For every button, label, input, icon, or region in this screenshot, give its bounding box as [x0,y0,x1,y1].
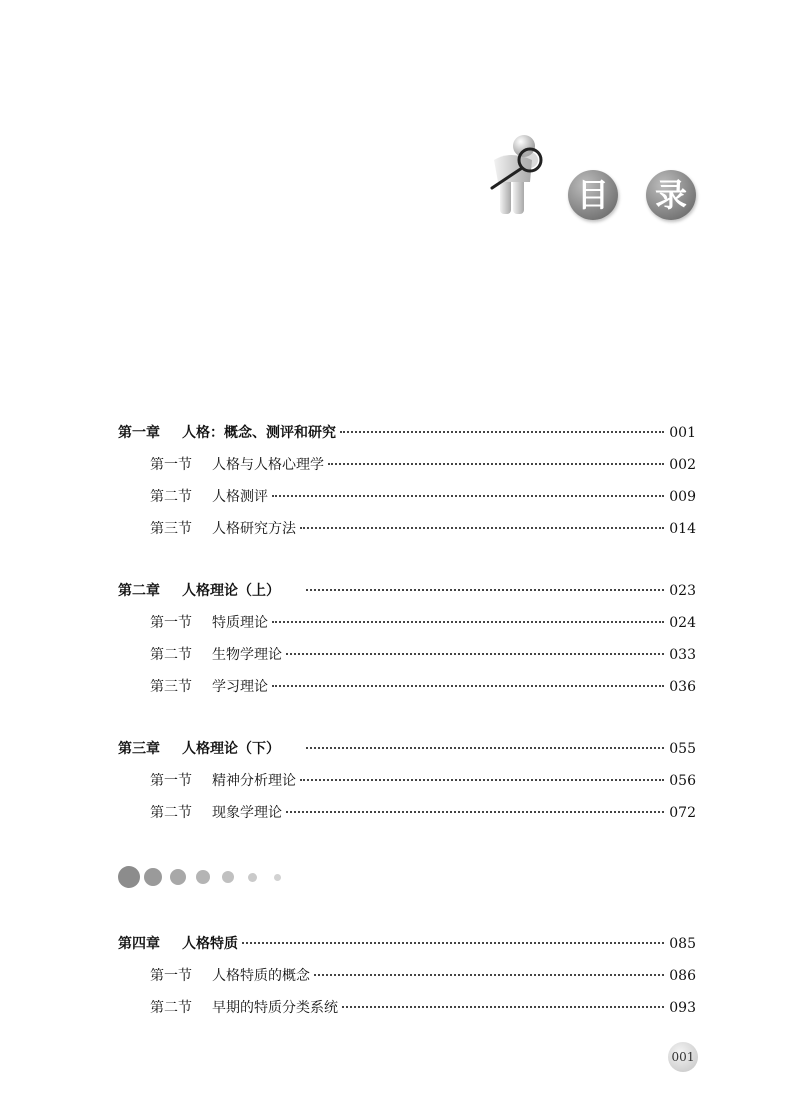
leader-dots [314,974,664,976]
title-char-1: 目 [568,170,618,220]
toc-section[interactable] [118,770,696,794]
toc-chapter[interactable] [118,933,696,957]
section-title: 人格特质的概念 [212,968,310,984]
section-number: 第二节 [150,805,192,821]
chapter-title: 人格理论（下） [182,741,280,757]
toc-section[interactable] [118,518,696,542]
page-number: 023 [669,583,696,599]
section-number: 第三节 [150,521,192,537]
section-number: 第一节 [150,615,192,631]
person-with-magnifier-icon [480,130,550,220]
leader-dots [306,747,664,749]
leader-dots [286,811,664,813]
leader-dots [300,779,664,781]
page-number: 014 [669,521,696,537]
leader-dots [272,621,664,623]
section-title: 现象学理论 [212,805,282,821]
toc-header [480,130,720,230]
section-title: 早期的特质分类系统 [212,1000,338,1016]
section-title: 生物学理论 [212,647,282,663]
toc-chapter[interactable] [118,580,696,604]
leader-dots [272,495,664,497]
divider-dot [248,873,257,882]
divider-dot [274,874,281,881]
title-char-2: 录 [646,170,696,220]
toc-section[interactable] [118,676,696,700]
section-title: 特质理论 [212,615,268,631]
divider-dot [170,869,186,885]
chapter-number: 第二章 [118,583,160,599]
section-number: 第一节 [150,457,192,473]
section-title: 人格研究方法 [212,521,296,537]
leader-dots [300,527,664,529]
chapter-number: 第四章 [118,936,160,952]
page-number: 093 [669,1000,696,1016]
leader-dots [342,1006,664,1008]
section-number: 第二节 [150,489,192,505]
page-number: 009 [669,489,696,505]
page-number: 056 [669,773,696,789]
toc-section[interactable] [118,965,696,989]
section-title: 人格测评 [212,489,268,505]
chapter-number: 第三章 [118,741,160,757]
toc-section[interactable] [118,612,696,636]
toc-section[interactable] [118,802,696,826]
toc-section[interactable] [118,644,696,668]
leader-dots [306,589,664,591]
leader-dots [242,942,664,944]
chapter-title: 人格：概念、测评和研究 [182,425,336,441]
page-number: 033 [669,647,696,663]
toc-section[interactable] [118,486,696,510]
leader-dots [272,685,664,687]
page-number: 072 [669,805,696,821]
section-number: 第三节 [150,679,192,695]
toc-chapter[interactable] [118,738,696,762]
toc-section[interactable] [118,454,696,478]
page-number: 002 [669,457,696,473]
page-number: 085 [669,936,696,952]
page-number: 036 [669,679,696,695]
toc-section[interactable] [118,997,696,1021]
chapter-title: 人格理论（上） [182,583,280,599]
divider-dot [196,870,210,884]
leader-dots [286,653,664,655]
section-title: 人格与人格心理学 [212,457,324,473]
page-number: 086 [669,968,696,984]
leader-dots [328,463,664,465]
divider-dot [118,866,140,888]
page-number: 001 [669,425,696,441]
chapter-number: 第一章 [118,425,160,441]
divider-dot [222,871,234,883]
section-number: 第二节 [150,647,192,663]
page-number: 055 [669,741,696,757]
section-number: 第一节 [150,773,192,789]
leader-dots [340,431,664,433]
chapter-title: 人格特质 [182,936,238,952]
page-number: 024 [669,615,696,631]
section-number: 第一节 [150,968,192,984]
section-number: 第二节 [150,1000,192,1016]
section-title: 学习理论 [212,679,268,695]
toc-chapter[interactable] [118,422,696,446]
section-title: 精神分析理论 [212,773,296,789]
divider-dot [144,868,162,886]
page-folio: 001 [668,1042,698,1072]
